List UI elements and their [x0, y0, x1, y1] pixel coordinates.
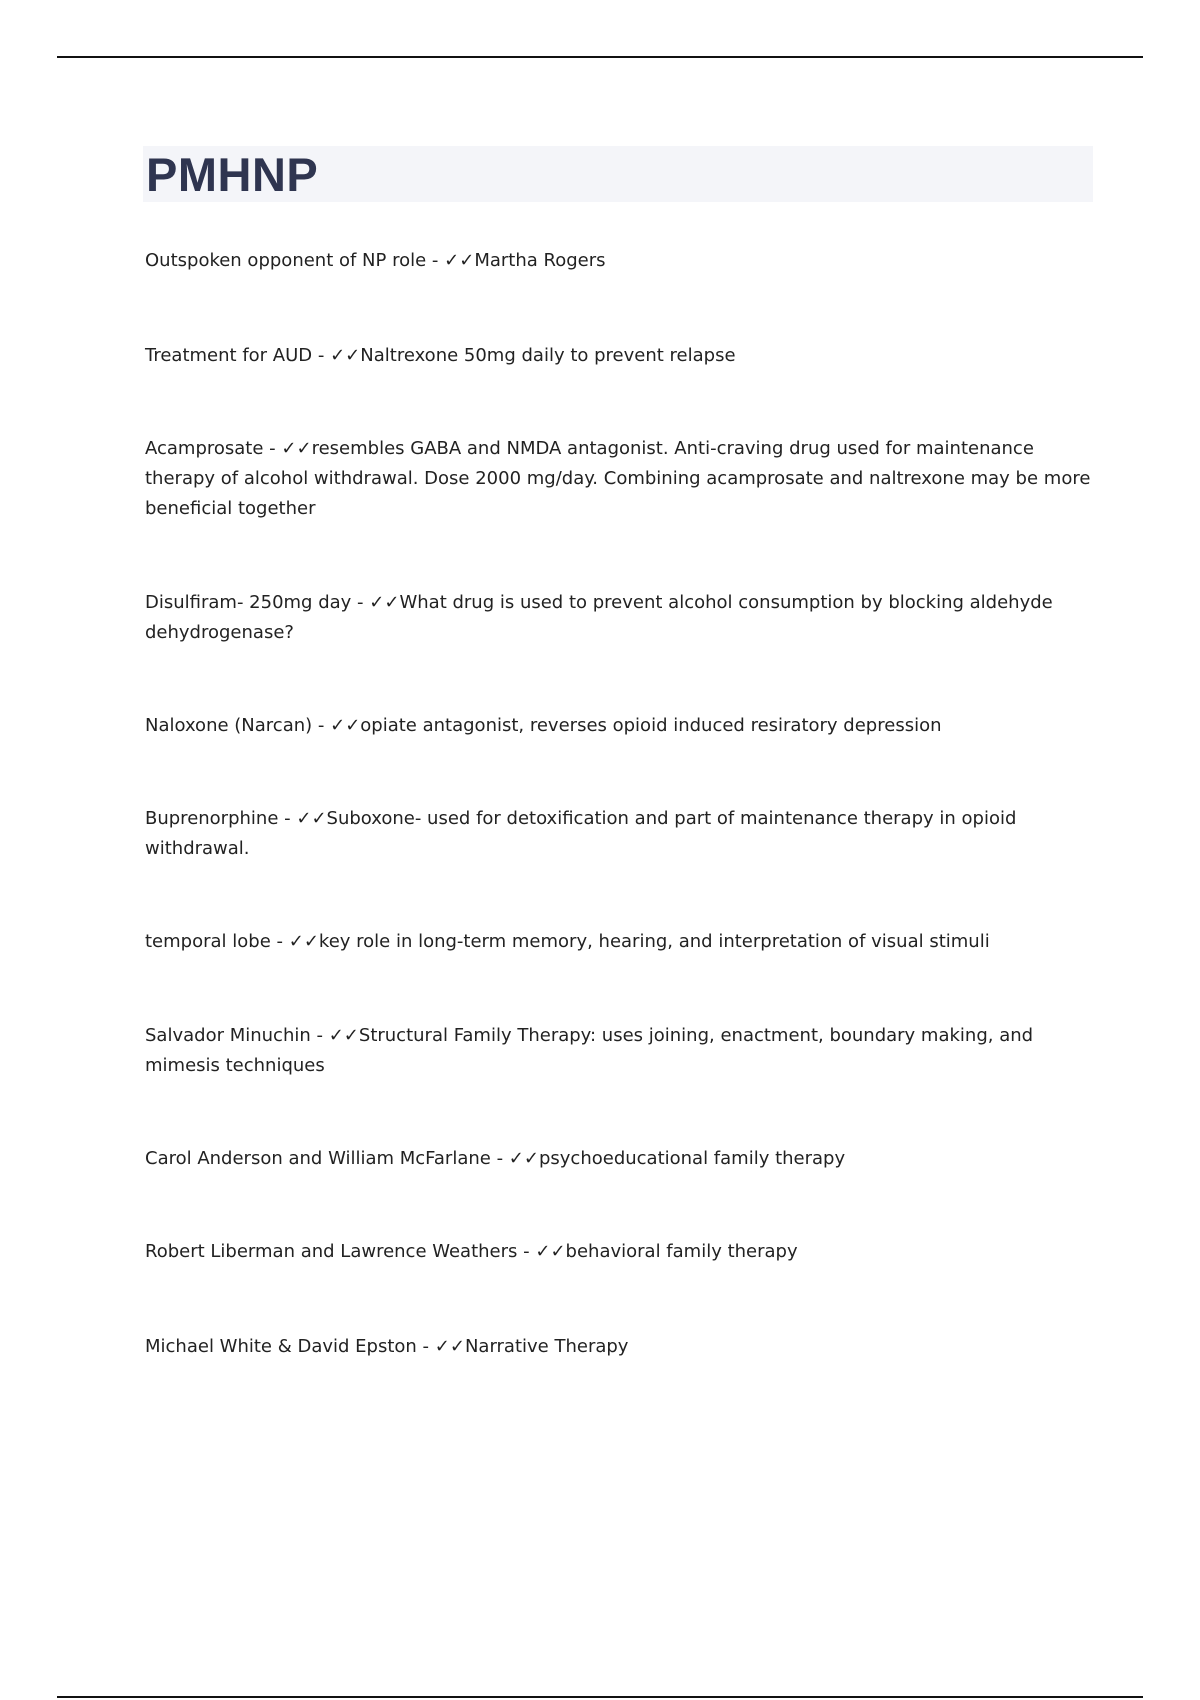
entry-term: Naloxone (Narcan) — [145, 715, 313, 736]
entry-separator: - — [312, 345, 331, 366]
entry-separator: - — [517, 1241, 536, 1262]
entry-separator: - — [270, 931, 289, 952]
entry-separator: - — [426, 250, 445, 271]
flashcard-entry — [145, 1021, 1095, 1081]
double-check-icon: ✓✓ — [330, 715, 361, 736]
entry-answer: opiate antagonist, reverses opioid induced resiratory depression — [360, 715, 942, 736]
entry-answer: Structural Family Therapy: uses joining, enactment, boundary making, and mimesis techniques — [145, 1025, 1034, 1076]
entry-answer: Naltrexone 50mg daily to prevent relapse — [360, 345, 736, 366]
entry-term: temporal lobe — [145, 931, 271, 952]
entry-separator: - — [278, 808, 297, 829]
top-rule — [57, 56, 1143, 58]
entry-term: Acamprosate — [145, 438, 264, 459]
entry-term: Salvador Minuchin — [145, 1025, 311, 1046]
double-check-icon: ✓✓ — [296, 808, 327, 829]
double-check-icon: ✓✓ — [369, 592, 400, 613]
flashcard-entry — [145, 246, 1095, 276]
entry-separator: - — [312, 715, 331, 736]
bottom-rule — [57, 1696, 1143, 1698]
entry-separator: - — [263, 438, 282, 459]
flashcard-entry — [145, 434, 1095, 524]
double-check-icon: ✓✓ — [444, 250, 475, 271]
entry-term: Carol Anderson and William McFarlane — [145, 1148, 491, 1169]
double-check-icon: ✓✓ — [434, 1336, 465, 1357]
entry-answer: Martha Rogers — [474, 250, 606, 271]
flashcard-entry — [145, 588, 1095, 648]
flashcard-entry — [145, 804, 1095, 864]
flashcard-entry — [145, 1237, 1095, 1267]
double-check-icon: ✓✓ — [281, 438, 312, 459]
double-check-icon: ✓✓ — [508, 1148, 539, 1169]
double-check-icon: ✓✓ — [328, 1025, 359, 1046]
flashcard-entry — [145, 1144, 1095, 1174]
double-check-icon: ✓✓ — [535, 1241, 566, 1262]
page-title: PMHNP — [146, 148, 319, 201]
flashcard-entry — [145, 711, 1095, 741]
flashcard-entry — [145, 927, 1095, 957]
flashcard-entry — [145, 341, 1095, 371]
title-banner — [143, 146, 1093, 202]
entry-term: Buprenorphine — [145, 808, 279, 829]
entry-answer: Suboxone- used for detoxification and part of maintenance therapy in opioid withdrawal. — [145, 808, 1017, 859]
entry-answer: What drug is used to prevent alcohol consumption by blocking aldehyde dehydrogenase? — [145, 592, 1053, 643]
entry-separator: - — [310, 1025, 329, 1046]
double-check-icon: ✓✓ — [288, 931, 319, 952]
entry-answer: behavioral family therapy — [565, 1241, 798, 1262]
entry-term: Treatment for AUD — [145, 345, 313, 366]
entry-separator: - — [490, 1148, 509, 1169]
entry-term: Robert Liberman and Lawrence Weathers — [145, 1241, 518, 1262]
entry-term: Michael White & David Epston — [145, 1336, 417, 1357]
entry-term: Disulfiram- 250mg day — [145, 592, 352, 613]
entry-separator: - — [351, 592, 370, 613]
flashcard-entry — [145, 1332, 1095, 1362]
entry-answer: resembles GABA and NMDA antagonist. Anti-craving drug used for maintenance therapy of alcohol withdrawal. Dose 2000 mg/day. Combining acamprosate and naltrexone may be more beneficial together — [145, 438, 1091, 519]
entry-answer: key role in long-term memory, hearing, and interpretation of visual stimuli — [318, 931, 990, 952]
double-check-icon: ✓✓ — [330, 345, 361, 366]
entry-separator: - — [416, 1336, 435, 1357]
entry-answer: psychoeducational family therapy — [538, 1148, 846, 1169]
entry-answer: Narrative Therapy — [464, 1336, 629, 1357]
entry-term: Outspoken opponent of NP role — [145, 250, 427, 271]
